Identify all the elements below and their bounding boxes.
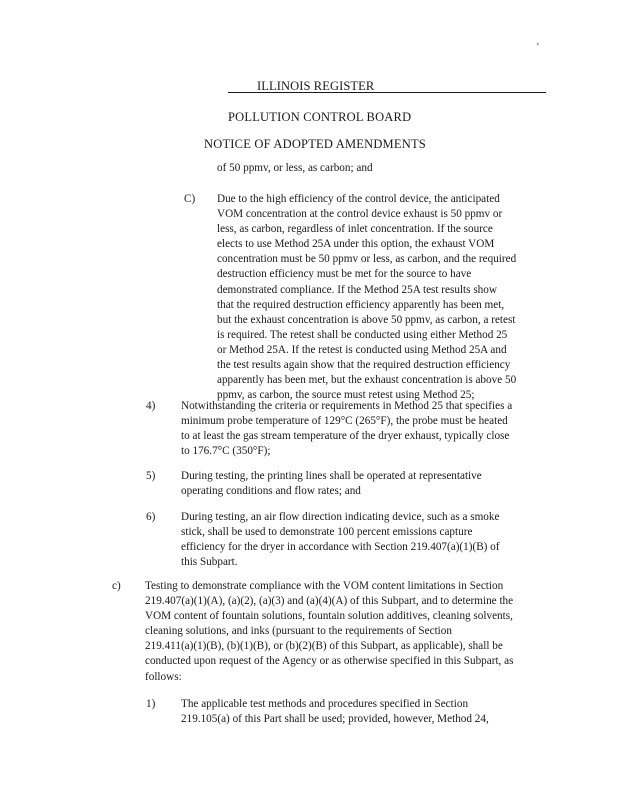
text-line: The applicable test methods and procedures specified in Section: [181, 698, 469, 710]
text-line: of 50 ppmv, or less, as carbon; and: [217, 162, 373, 174]
text-line: Due to the high efficiency of the control device, the anticipated: [217, 193, 500, 205]
text-line: 219.411(a)(1)(B), (b)(1)(B), or (b)(2)(B) of this Subpart, as applicable), shall be: [145, 640, 503, 653]
paragraph-4: [181, 399, 512, 459]
board-heading: POLLUTION CONTROL BOARD: [228, 110, 412, 124]
paragraph-6: [181, 510, 500, 570]
text-line: concentration must be 50 ppmv or less, as carbon, and the required: [217, 253, 517, 266]
text-line: Notwithstanding the criteria or requirements in Method 25 that specifies a: [181, 400, 513, 412]
text-line: follows:: [145, 670, 182, 683]
text-line: or Method 25A. If the retest is conducted using Method 25A and: [217, 343, 507, 356]
text-line: VOM concentration at the control device exhaust is 50 ppmv or: [217, 208, 503, 221]
text-line: efficiency for the dryer in accordance with Section 219.407(a)(1)(B) of: [181, 541, 500, 554]
text-line: Testing to demonstrate compliance with the VOM content limitations in Section: [145, 580, 504, 592]
notice-heading: NOTICE OF ADOPTED AMENDMENTS: [204, 137, 426, 151]
text-line: to 176.7°C (350°F);: [181, 445, 271, 458]
text-line: During testing, the printing lines shall be operated at representative: [181, 470, 482, 482]
text-line: but the exhaust concentration is above 50 ppmv, as carbon, a retest: [217, 313, 516, 326]
text-line: the test results again show that the required destruction efficiency: [217, 359, 511, 372]
text-line: elects to use Method 25A under this option, the exhaust VOM: [217, 238, 495, 251]
paragraph-1: [181, 697, 489, 727]
text-line: operating conditions and flow rates; and: [181, 485, 361, 498]
text-line: to at least the gas stream temperature of the dryer exhaust, typically close: [181, 430, 510, 443]
text-line: During testing, an air flow direction indicating device, such as a smoke: [181, 511, 500, 523]
text-line: destruction efficiency must be met for the source to have: [217, 268, 472, 281]
text-line: demonstrated compliance. If the Method 25A test results show: [217, 283, 497, 296]
text-line: less, as carbon, regardless of inlet concentration. If the source: [217, 223, 493, 236]
corner-mark: ': [537, 42, 539, 53]
text-line: cleaning solutions, and inks (pursuant to the requirements of Section: [145, 625, 452, 638]
continuation-paragraph: [217, 161, 373, 176]
item-label-c: c): [112, 580, 121, 592]
item-label-4: 4): [146, 400, 156, 412]
text-line: conducted upon request of the Agency or as otherwise specified in this Subpart, as: [145, 655, 514, 668]
text-line: ppmv, as carbon, the source must retest using Method 25;: [217, 389, 475, 402]
register-title: ILLINOIS REGISTER: [257, 79, 375, 93]
text-line: is required. The retest shall be conducted using either Method 25: [217, 328, 508, 341]
item-label-6: 6): [146, 511, 156, 523]
text-line: minimum probe temperature of 129°C (265°F), the probe must be heated: [181, 415, 508, 428]
text-line: 219.407(a)(1)(A), (a)(2), (a)(3) and (a)(4)(A) of this Subpart, and to determine the: [145, 595, 514, 608]
item-label-5: 5): [146, 470, 156, 482]
text-line: stick, shall be used to demonstrate 100 percent emissions capture: [181, 526, 473, 539]
text-line: this Subpart.: [181, 556, 238, 569]
item-label-C: C): [184, 193, 196, 205]
text-line: apparently has been met, but the exhaust concentration is above 50: [217, 374, 517, 387]
paragraph-C: [217, 192, 516, 403]
paragraph-c: [145, 579, 513, 685]
text-line: VOM content of fountain solutions, fountain solution additives, cleaning solvents,: [145, 610, 513, 623]
text-line: that the required destruction efficiency apparently has been met,: [217, 298, 505, 311]
item-label-1: 1): [146, 698, 156, 710]
text-line: 219.105(a) of this Part shall be used; provided, however, Method 24,: [181, 713, 489, 726]
paragraph-5: [181, 469, 482, 499]
